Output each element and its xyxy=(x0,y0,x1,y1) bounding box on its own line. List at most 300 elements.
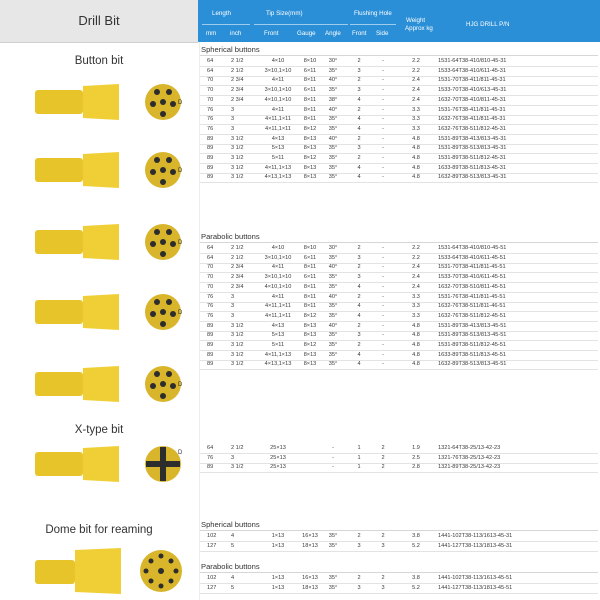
cell-length-inch: 3 xyxy=(231,106,235,113)
cell-part-number: 1441-102T38-113/1613-45-51 xyxy=(438,575,513,581)
cell-length-mm: 70 xyxy=(207,283,214,290)
cell-length-mm: 89 xyxy=(207,135,214,142)
table-row xyxy=(200,341,598,351)
table-row xyxy=(200,312,598,322)
cell-weight: 4.8 xyxy=(412,322,420,329)
cell-part-number: 1531-64T38-410/810-45-31 xyxy=(438,58,507,64)
cell-tip-front: 25×13 xyxy=(270,464,286,471)
cell-flush-front: 4 xyxy=(357,312,361,319)
cell-flush-front: 3 xyxy=(357,584,361,591)
cell-flush-front: 4 xyxy=(357,125,361,132)
header-front: Front xyxy=(264,30,279,37)
cell-weight: 4.8 xyxy=(412,135,420,142)
cell-length-mm: 89 xyxy=(207,145,214,152)
cell-flush-side: - xyxy=(382,332,384,339)
cell-length-inch: 3 1/2 xyxy=(231,351,244,358)
cell-length-mm: 89 xyxy=(207,342,214,348)
cell-flush-side: - xyxy=(382,254,384,261)
cell-flush-front: 2 xyxy=(357,264,361,271)
cell-tip-gauge: 8×11 xyxy=(303,116,317,123)
cell-flush-side: - xyxy=(382,245,384,251)
cell-tip-gauge: 8×13 xyxy=(303,332,317,339)
cell-length-inch: 2 1/2 xyxy=(231,67,244,74)
cell-flush-front: 1 xyxy=(357,445,361,451)
cell-length-mm: 70 xyxy=(207,77,214,84)
cell-tip-front: 25×13 xyxy=(270,445,286,451)
cell-weight: 4.8 xyxy=(412,174,420,181)
cell-part-number: 1441-127T38-113/1813-45-31 xyxy=(438,542,513,549)
cell-weight: 2.4 xyxy=(412,264,420,271)
cell-tip-gauge: 8×12 xyxy=(303,312,317,319)
cell-flush-front: 1 xyxy=(357,454,361,461)
cell-part-number: 1441-127T38-113/1813-45-51 xyxy=(438,584,513,591)
cell-tip-gauge: 8×13 xyxy=(303,361,317,368)
header-length: Length xyxy=(212,10,231,17)
dome-bit-drawing xyxy=(33,546,183,596)
cell-length-mm: 89 xyxy=(207,155,214,161)
cell-length-mm: 70 xyxy=(207,264,214,271)
cell-tip-gauge: 8×13 xyxy=(303,145,317,152)
cell-length-mm: 70 xyxy=(207,274,214,281)
cell-tip-gauge: 8×13 xyxy=(303,351,317,358)
cell-part-number: 1533-64T38-410/611-45-51 xyxy=(438,254,507,261)
cell-tip-front: 4×11,1×11 xyxy=(265,312,291,319)
cell-flush-side: - xyxy=(382,96,384,103)
cell-flush-front: 2 xyxy=(357,322,361,329)
table-row xyxy=(200,331,598,341)
cell-tip-angle: 35° xyxy=(328,87,338,94)
cell-flush-side: - xyxy=(382,361,384,368)
table-row xyxy=(200,106,598,116)
cell-tip-front: 4×10,1×10 xyxy=(264,283,292,290)
cell-flush-side: - xyxy=(382,87,384,94)
cell-flush-side: - xyxy=(382,125,384,132)
cell-weight: 5.2 xyxy=(412,542,420,549)
svg-text:D: D xyxy=(178,382,183,388)
cell-flush-side: - xyxy=(382,116,384,123)
cell-length-inch: 3 1/2 xyxy=(231,155,244,161)
svg-text:D: D xyxy=(178,168,183,174)
cell-flush-side: - xyxy=(382,174,384,181)
cell-tip-front: 4×11,1×13 xyxy=(264,351,292,358)
cell-tip-angle: 35° xyxy=(328,342,338,348)
cell-length-mm: 70 xyxy=(207,87,214,94)
table-row xyxy=(200,144,598,154)
table-row xyxy=(200,125,598,135)
cell-part-number: 1632-70T38-410/811-45-31 xyxy=(438,96,507,103)
cell-part-number: 1531-89T38-511/812-45-51 xyxy=(438,342,507,348)
cell-flush-side: - xyxy=(382,283,384,290)
cell-part-number: 1533-64T38-410/611-45-31 xyxy=(438,67,507,74)
header-mm: mm xyxy=(206,30,217,37)
table-row xyxy=(200,135,598,145)
cell-part-number: 1531-70T38-411/811-45-31 xyxy=(438,77,506,84)
cell-flush-side: 3 xyxy=(381,584,385,591)
cell-tip-front: 4×13,1×13 xyxy=(264,174,292,181)
cell-length-inch: 3 1/2 xyxy=(231,135,244,142)
section-title: Parabolic buttons xyxy=(201,562,260,571)
cell-part-number: 1632-89T38-513/813-45-51 xyxy=(438,361,507,368)
cell-length-mm: 76 xyxy=(207,312,214,319)
cell-length-inch: 3 xyxy=(231,125,235,132)
cell-tip-gauge: 6×11 xyxy=(303,254,317,261)
cell-tip-angle: 35° xyxy=(328,125,338,132)
cell-length-inch: 3 1/2 xyxy=(231,342,244,348)
cell-length-inch: 2 3/4 xyxy=(231,87,244,94)
cell-tip-front: 3×10,1×10 xyxy=(264,254,292,261)
cell-part-number: 1632-76T38-511/811-46-51 xyxy=(438,303,506,310)
table-row xyxy=(200,454,598,464)
cell-tip-angle: 35° xyxy=(328,116,338,123)
cell-flush-front: 2 xyxy=(357,77,361,84)
cell-tip-front: 1×13 xyxy=(271,584,285,591)
cell-flush-side: - xyxy=(382,77,384,84)
table-row xyxy=(200,263,598,273)
cell-tip-angle: 35° xyxy=(328,283,338,290)
cell-flush-front: 3 xyxy=(357,87,361,94)
table-row xyxy=(200,322,598,332)
cell-length-inch: 3 xyxy=(231,312,235,319)
cell-tip-gauge: 8×11 xyxy=(303,283,317,290)
cell-tip-angle: 30° xyxy=(328,245,338,251)
cell-flush-front: 2 xyxy=(357,533,361,539)
cell-weight: 4.8 xyxy=(412,164,420,171)
cell-length-inch: 3 xyxy=(231,116,235,123)
cell-length-inch: 2 3/4 xyxy=(231,274,244,281)
cell-tip-gauge: 6×11 xyxy=(303,67,317,74)
cell-part-number: 1531-89T38-511/812-45-31 xyxy=(438,155,507,161)
cell-length-mm: 64 xyxy=(207,58,214,64)
cell-length-mm: 64 xyxy=(207,445,214,451)
cell-tip-front: 4×11 xyxy=(271,106,285,113)
cell-flush-front: 3 xyxy=(357,145,361,152)
cell-length-mm: 89 xyxy=(207,164,214,171)
cell-length-inch: 2 3/4 xyxy=(231,283,244,290)
cell-flush-front: 3 xyxy=(357,254,361,261)
cell-part-number: 1531-70T38-411/811-45-51 xyxy=(438,264,506,271)
cell-length-mm: 76 xyxy=(207,303,214,310)
cell-tip-front: 4×11,1×11 xyxy=(265,125,291,132)
cell-tip-front: 4×13 xyxy=(271,135,285,142)
header-fh-side: Side xyxy=(376,30,389,37)
cell-tip-gauge: 8×11 xyxy=(303,303,317,310)
table-title: Drill Bit xyxy=(78,13,120,28)
button-bit-drawing-3 xyxy=(33,220,183,264)
cell-tip-gauge: 8×13 xyxy=(303,164,317,171)
cell-tip-gauge: 8×13 xyxy=(303,135,317,142)
cell-weight: 1.9 xyxy=(412,445,420,451)
cell-tip-angle: - xyxy=(332,464,334,471)
cell-tip-angle: 40° xyxy=(328,322,338,329)
cell-tip-gauge: 8×13 xyxy=(303,322,317,329)
cell-flush-side: - xyxy=(382,322,384,329)
cell-length-mm: 89 xyxy=(207,332,214,339)
cell-tip-front: 3×10,1×10 xyxy=(264,87,292,94)
cell-length-inch: 2 1/2 xyxy=(231,58,244,64)
cell-tip-angle: 35° xyxy=(328,332,338,339)
cell-length-inch: 3 1/2 xyxy=(231,164,244,171)
cell-part-number: 1321-76T38-25/13-42-23 xyxy=(438,454,501,461)
cell-length-mm: 76 xyxy=(207,106,214,113)
cell-length-mm: 76 xyxy=(207,125,214,132)
cell-flush-front: 2 xyxy=(357,155,361,161)
cell-flush-front: 2 xyxy=(357,245,361,251)
cell-flush-front: 4 xyxy=(357,174,361,181)
cell-length-inch: 3 1/2 xyxy=(231,361,244,368)
cell-tip-angle: 35° xyxy=(328,303,338,310)
cell-flush-side: - xyxy=(382,155,384,161)
cell-tip-front: 5×11 xyxy=(271,155,285,161)
cell-flush-side: - xyxy=(382,303,384,310)
table-row xyxy=(200,463,598,473)
header-inch: inch xyxy=(230,30,242,37)
cell-weight: 3.3 xyxy=(412,293,420,300)
cell-tip-angle: 30° xyxy=(328,58,338,64)
cell-length-mm: 102 xyxy=(207,533,217,539)
cell-tip-front: 1×13 xyxy=(271,575,285,581)
cell-length-inch: 2 1/2 xyxy=(231,245,244,251)
cell-tip-front: 1×13 xyxy=(271,542,285,549)
cell-tip-front: 4×13,1×13 xyxy=(264,361,292,368)
cell-length-inch: 5 xyxy=(231,542,235,549)
cell-tip-gauge: 8×11 xyxy=(303,106,317,113)
table-row xyxy=(200,293,598,303)
cell-part-number: 1633-89T38-511/813-45-31 xyxy=(438,164,507,171)
button-bit-drawing-2 xyxy=(33,148,183,192)
cell-tip-gauge: 6×11 xyxy=(303,274,317,281)
cell-weight: 3.3 xyxy=(412,106,420,113)
cell-flush-side: 3 xyxy=(381,542,385,549)
cell-part-number: 1632-70T38-510/811-45-51 xyxy=(438,283,507,290)
section-title: Spherical buttons xyxy=(201,45,260,54)
cell-tip-angle: - xyxy=(332,445,334,451)
cell-length-mm: 127 xyxy=(207,584,217,591)
svg-text:D: D xyxy=(178,100,183,106)
product-label-dome-bit: Dome bit for reaming xyxy=(45,524,153,536)
table-row xyxy=(200,115,598,125)
table-row xyxy=(200,164,598,174)
cell-flush-front: 2 xyxy=(357,58,361,64)
cell-tip-angle: 40° xyxy=(328,264,338,271)
cell-flush-side: - xyxy=(382,67,384,74)
cell-flush-front: 4 xyxy=(357,96,361,103)
cell-part-number: 1321-64T38-25/13-42-23 xyxy=(438,445,501,451)
cell-weight: 4.8 xyxy=(412,145,420,152)
header-gauge: Gauge xyxy=(297,30,316,37)
table-row xyxy=(200,244,598,254)
cell-tip-angle: 35° xyxy=(328,164,338,171)
cell-tip-gauge: 16×13 xyxy=(302,533,318,539)
cell-tip-angle: 40° xyxy=(328,106,338,113)
table-row xyxy=(200,283,598,293)
product-label-button-bit: Button bit xyxy=(74,55,124,67)
cell-weight: 2.8 xyxy=(412,464,420,471)
cell-weight: 5.2 xyxy=(412,584,420,591)
cell-flush-side: - xyxy=(382,264,384,271)
cell-tip-gauge: 18×13 xyxy=(302,584,318,591)
cell-weight: 4.8 xyxy=(412,351,420,358)
header-approx: Approx kg xyxy=(405,25,433,32)
cell-length-inch: 3 1/2 xyxy=(231,322,244,329)
cell-flush-front: 4 xyxy=(357,361,361,368)
cell-tip-angle: 35° xyxy=(328,575,338,581)
table-row xyxy=(200,86,598,96)
cell-weight: 3.8 xyxy=(412,533,420,539)
cell-tip-front: 4×11 xyxy=(271,293,285,300)
table-row xyxy=(200,532,598,542)
cell-length-mm: 64 xyxy=(207,67,214,74)
cell-flush-side: 2 xyxy=(381,575,385,581)
cell-weight: 2.2 xyxy=(412,67,420,74)
cell-flush-side: - xyxy=(382,351,384,358)
cell-weight: 3.3 xyxy=(412,303,420,310)
table-header xyxy=(198,0,600,42)
cell-length-inch: 2 3/4 xyxy=(231,77,244,84)
cell-flush-side: 2 xyxy=(381,464,385,471)
header-angle: Angle xyxy=(325,30,341,37)
cell-flush-side: 2 xyxy=(381,445,385,451)
cell-tip-front: 4×10 xyxy=(271,58,285,64)
cell-length-mm: 89 xyxy=(207,464,214,471)
cell-part-number: 1632-89T38-513/813-45-31 xyxy=(438,174,507,181)
table-row xyxy=(200,76,598,86)
cell-weight: 4.8 xyxy=(412,361,420,368)
cell-weight: 2.4 xyxy=(412,96,420,103)
cell-flush-front: 3 xyxy=(357,542,361,549)
cell-tip-front: 4×10,1×10 xyxy=(264,96,292,103)
cell-tip-angle: 40° xyxy=(328,293,338,300)
cell-length-mm: 76 xyxy=(207,116,214,123)
cell-part-number: 1321-89T38-25/13-42-23 xyxy=(438,464,501,471)
cell-weight: 2.2 xyxy=(412,245,420,251)
cell-length-inch: 5 xyxy=(231,584,235,591)
cell-flush-front: 3 xyxy=(357,274,361,281)
cell-tip-front: 3×10,1×10 xyxy=(264,67,292,74)
cell-flush-front: 1 xyxy=(357,464,361,471)
cell-part-number: 1531-89T38-413/813-45-51 xyxy=(438,322,507,329)
cell-flush-side: - xyxy=(382,342,384,348)
cell-tip-angle: 35° xyxy=(328,174,338,181)
cell-part-number: 1441-102T38-113/1613-45-31 xyxy=(438,533,513,539)
cell-tip-angle: 35° xyxy=(328,254,338,261)
cell-part-number: 1531-89T38-513/813-45-31 xyxy=(438,145,507,152)
cell-tip-angle: 35° xyxy=(328,67,338,74)
cell-length-mm: 127 xyxy=(207,542,217,549)
table-row xyxy=(200,57,598,67)
cell-flush-front: 3 xyxy=(357,67,361,74)
cell-tip-front: 4×11,1×11 xyxy=(265,116,291,123)
cell-length-mm: 89 xyxy=(207,174,214,181)
cell-tip-angle: - xyxy=(332,454,334,461)
cell-weight: 2.4 xyxy=(412,274,420,281)
cell-flush-front: 4 xyxy=(357,351,361,358)
table-row xyxy=(200,96,598,106)
cell-flush-side: 2 xyxy=(381,454,385,461)
button-bit-drawing-5 xyxy=(33,362,183,406)
section-title: Spherical buttons xyxy=(201,520,260,529)
cell-weight: 2.4 xyxy=(412,87,420,94)
cell-tip-gauge: 8×12 xyxy=(303,342,317,348)
cell-flush-front: 4 xyxy=(357,303,361,310)
table-row xyxy=(200,273,598,283)
cell-tip-gauge: 18×13 xyxy=(302,542,318,549)
cell-weight: 4.8 xyxy=(412,342,420,348)
product-label-x-type-bit: X-type bit xyxy=(74,424,124,436)
cell-flush-side: 2 xyxy=(381,533,385,539)
cell-weight: 4.8 xyxy=(412,332,420,339)
cell-length-inch: 2 1/2 xyxy=(231,254,244,261)
cell-length-mm: 64 xyxy=(207,254,214,261)
cell-length-inch: 3 xyxy=(231,454,235,461)
cell-length-mm: 102 xyxy=(207,575,217,581)
cell-tip-angle: 35° xyxy=(328,533,338,539)
cell-tip-gauge: 8×11 xyxy=(303,293,317,300)
cell-flush-side: - xyxy=(382,164,384,171)
cell-tip-angle: 35° xyxy=(328,145,338,152)
cell-tip-gauge: 8×10 xyxy=(303,58,317,64)
cell-tip-angle: 35° xyxy=(328,351,338,358)
cell-tip-front: 4×11 xyxy=(271,264,285,271)
button-bit-drawing-1 xyxy=(33,80,183,124)
cell-tip-front: 5×13 xyxy=(271,145,285,152)
cell-length-mm: 70 xyxy=(207,96,214,103)
header-fh-front: Front xyxy=(352,30,367,37)
cell-tip-angle: 35° xyxy=(328,155,338,161)
cell-part-number: 1533-70T38-410/611-45-51 xyxy=(438,274,507,281)
cell-flush-side: - xyxy=(382,274,384,281)
header-part-number: HJG DRILL P/N xyxy=(466,21,510,28)
cell-tip-front: 25×13 xyxy=(270,454,286,461)
cell-part-number: 1531-64T38-410/810-45-51 xyxy=(438,245,507,251)
cell-tip-front: 4×10 xyxy=(271,245,285,251)
cell-tip-gauge: 8×11 xyxy=(303,96,317,103)
cell-tip-front: 4×13 xyxy=(271,322,285,329)
cell-tip-angle: 35° xyxy=(328,584,338,591)
cell-length-mm: 89 xyxy=(207,322,214,329)
cell-flush-front: 4 xyxy=(357,283,361,290)
cell-flush-front: 4 xyxy=(357,164,361,171)
cell-length-mm: 76 xyxy=(207,454,214,461)
svg-text:D: D xyxy=(178,310,183,316)
cell-tip-gauge: 8×13 xyxy=(303,174,317,181)
cell-length-inch: 2 3/4 xyxy=(231,264,244,271)
svg-text:D: D xyxy=(178,450,183,456)
cell-tip-gauge: 6×11 xyxy=(303,87,317,94)
header-flushing-hole: Flushing Hole xyxy=(354,10,392,17)
cell-part-number: 1531-76T38-411/811-45-51 xyxy=(438,293,506,300)
cell-tip-angle: 35° xyxy=(328,361,338,368)
cell-flush-front: 2 xyxy=(357,575,361,581)
table-row xyxy=(200,351,598,361)
button-bit-drawing-4 xyxy=(33,290,183,334)
cell-length-mm: 89 xyxy=(207,351,214,358)
cell-length-inch: 3 1/2 xyxy=(231,174,244,181)
x-type-bit-drawing xyxy=(33,442,183,486)
cell-part-number: 1531-89T38-513/813-45-51 xyxy=(438,332,507,339)
cell-weight: 4.8 xyxy=(412,155,420,161)
cell-tip-angle: 35° xyxy=(328,312,338,319)
cell-length-inch: 2 3/4 xyxy=(231,96,244,103)
cell-flush-front: 2 xyxy=(357,135,361,142)
cell-tip-gauge: 8×11 xyxy=(303,264,317,271)
cell-weight: 3.8 xyxy=(412,575,420,581)
cell-flush-side: - xyxy=(382,293,384,300)
cell-length-mm: 89 xyxy=(207,361,214,368)
cell-tip-angle: 35° xyxy=(328,274,338,281)
cell-flush-side: - xyxy=(382,58,384,64)
table-row xyxy=(200,444,598,454)
cell-flush-front: 4 xyxy=(357,116,361,123)
